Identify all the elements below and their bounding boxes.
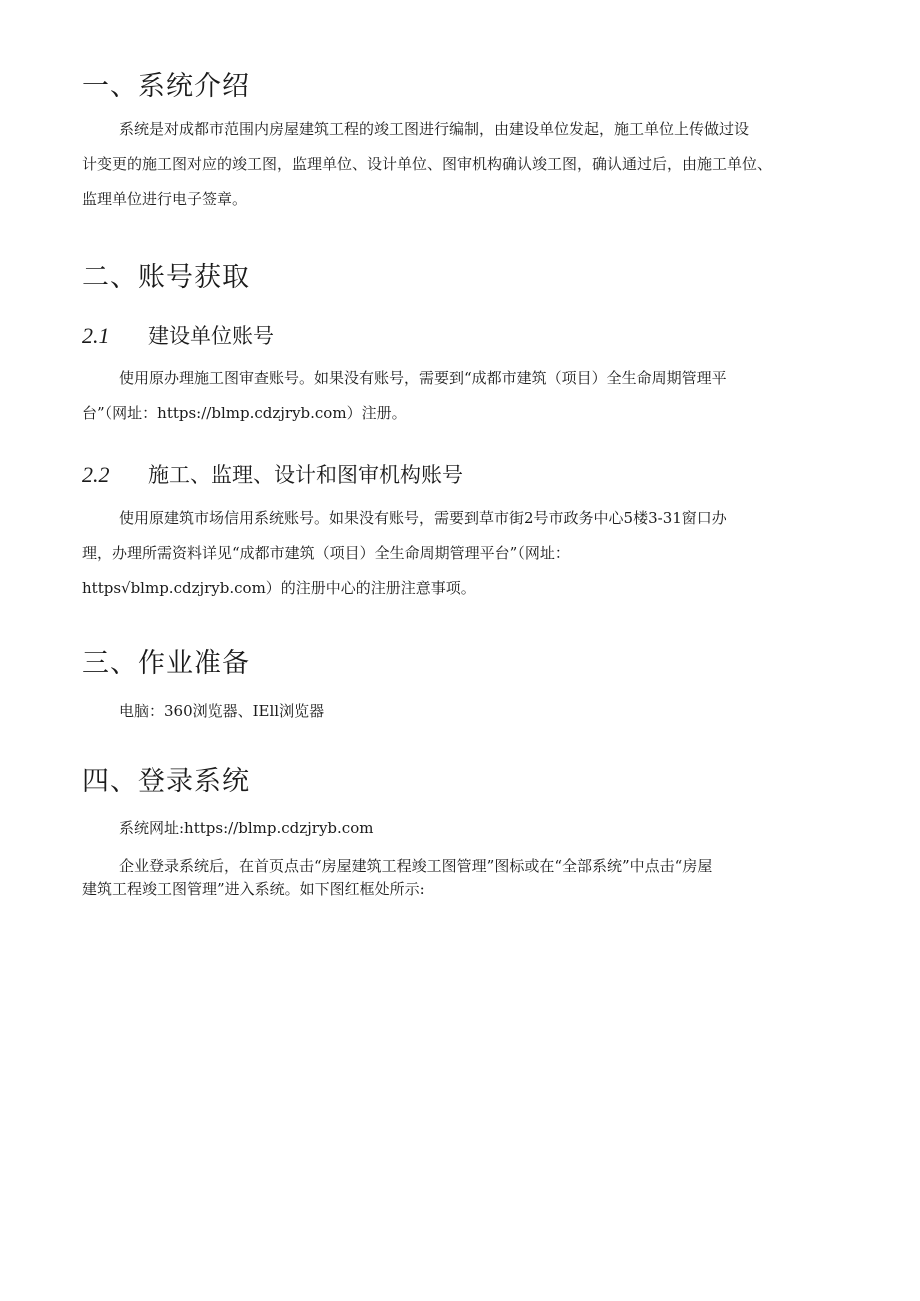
text-line: 使用原办理施工图审查账号。如果没有账号，需要到“成都市建筑（项目）全生命周期管理平 [119,369,727,387]
section-title-intro: 一、系统介绍 [82,71,250,102]
subsection-number: 2.1 [82,323,110,348]
text-line: 计变更的施工图对应的竣工图，监理单位、设计单位、图审机构确认竣工图，确认通过后，由施工单位、 [82,155,773,173]
text-line: 企业登录系统后，在首页点击“房屋建筑工程竣工图管理”图标或在“全部系统”中点击“房屋 [119,857,713,875]
text-line: 使用原建筑市场信用系统账号。如果没有账号，需要到草市街2号市政务中心5楼3-31窗口办 [119,509,727,527]
section-title-preparation: 三、作业准备 [82,648,250,679]
text-line: 电脑：360浏览器、IEll浏览器 [119,702,325,720]
preparation-paragraph [82,694,842,729]
owner-account-paragraph [82,361,842,431]
subsection-label: 施工、监理、设计和图审机构账号 [148,463,463,487]
text-line: 监理单位进行电子签章。 [82,190,248,208]
subsection-title-owner-account [82,320,274,350]
text-line: 台”（网址：https://blmp.cdzjryb.com）注册。 [82,404,407,422]
intro-paragraph [82,112,842,217]
text-line: https√blmp.cdzjryb.com）的注册中心的注册注意事项。 [82,579,476,597]
subsection-label: 建设单位账号 [148,324,274,348]
login-url-paragraph [82,811,842,846]
text-line: 系统网址:https://blmp.cdzjryb.com [119,819,374,837]
text-line: 理，办理所需资料详见“成都市建筑（项目）全生命周期管理平台”（网址： [82,544,570,562]
text-line: 系统是对成都市范围内房屋建筑工程的竣工图进行编制，由建设单位发起，施工单位上传做过设 [119,120,750,138]
text-line: 建筑工程竣工图管理”进入系统。如下图红框处所示: [82,880,425,898]
section-title-account: 二、账号获取 [82,262,250,293]
section-title-login: 四、登录系统 [82,766,250,797]
contractor-account-paragraph [82,501,842,606]
subsection-number: 2.2 [82,462,110,487]
subsection-title-contractor-account [82,459,463,489]
login-instructions-paragraph [82,855,842,901]
